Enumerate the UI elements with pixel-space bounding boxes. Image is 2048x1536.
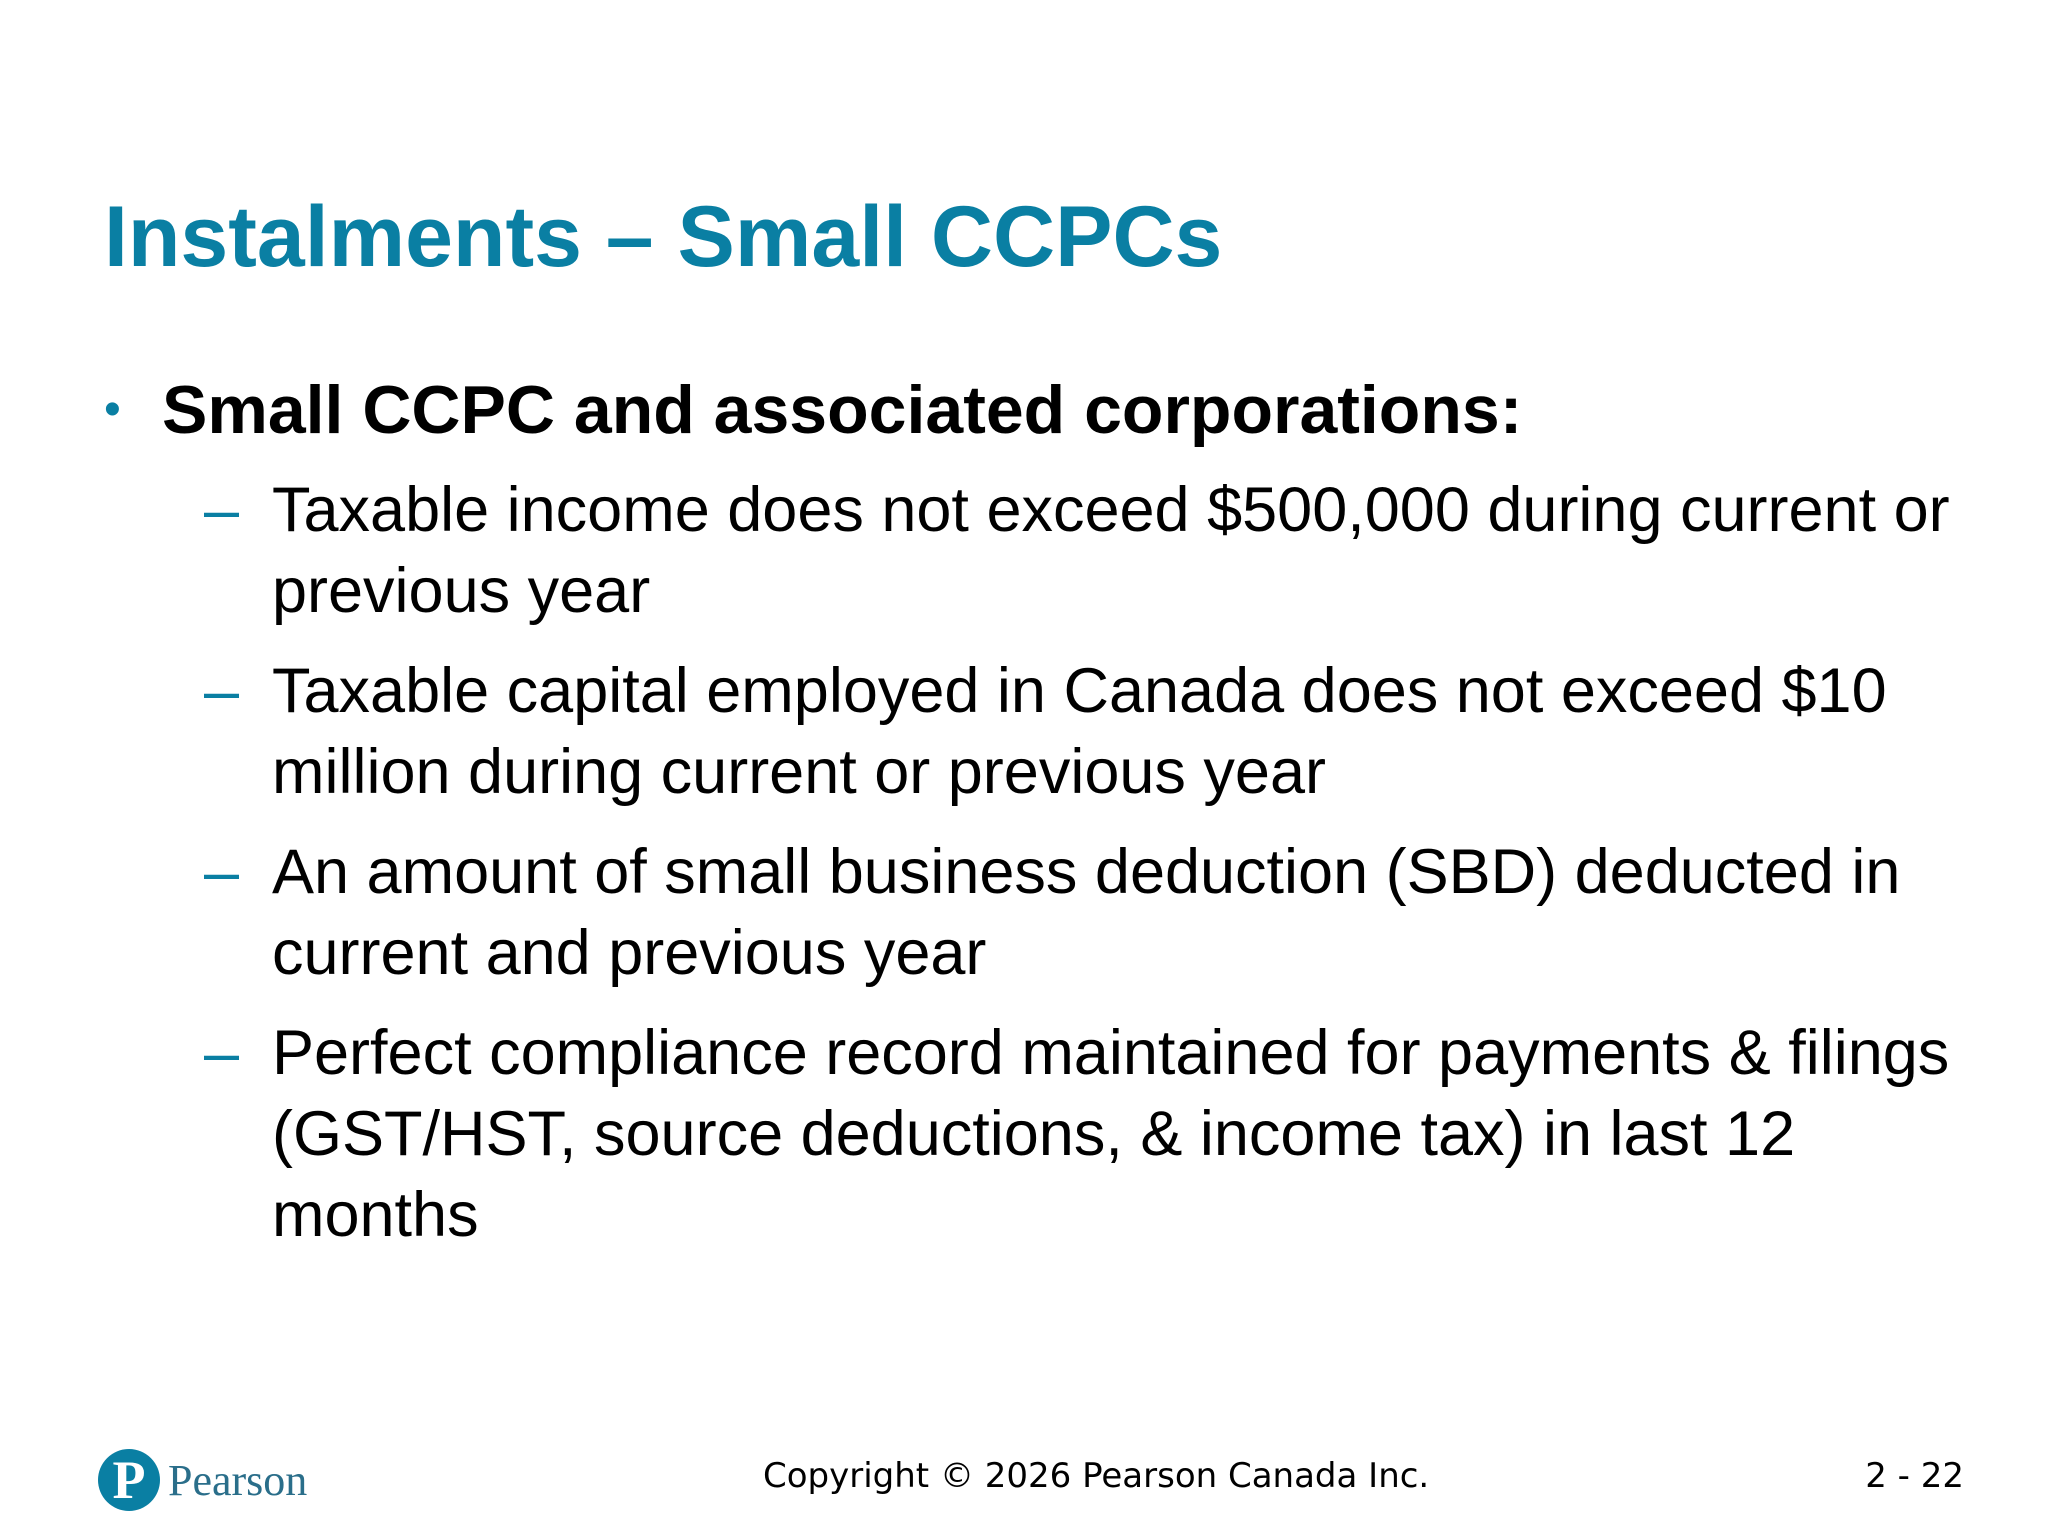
sub-bullet-item xyxy=(104,1013,1984,1256)
slide-content xyxy=(104,368,1984,1275)
dash-icon: – xyxy=(204,475,240,545)
sub-bullet-item xyxy=(104,651,1984,813)
dash-icon: – xyxy=(204,1018,240,1088)
sub-bullet-text: Taxable capital employed in Canada does not exceed $10 million during current or previous year xyxy=(272,656,1887,807)
bullet-text: Small CCPC and associated corporations: xyxy=(162,372,1523,448)
page-number: 2 - 22 xyxy=(1865,1456,1964,1496)
pearson-logo-icon: P xyxy=(98,1449,160,1511)
slide-title: Instalments – Small CCPCs xyxy=(104,189,1223,285)
bullet-dot-icon: • xyxy=(104,383,121,436)
sub-bullet-text: Taxable income does not exceed $500,000 during current or previous year xyxy=(272,475,1950,626)
sub-bullet-text: Perfect compliance record maintained for payments & filings (GST/HST, source deductions, & income tax) in last 12 months xyxy=(272,1018,1950,1250)
dash-icon: – xyxy=(204,837,240,907)
copyright-text: Copyright © 2026 Pearson Canada Inc. xyxy=(763,1456,1430,1496)
sub-bullet-text: An amount of small business deduction (SBD) deducted in current and previous year xyxy=(272,837,1901,988)
pearson-logo-text: Pearson xyxy=(168,1455,308,1505)
sub-bullet-list xyxy=(104,470,1984,1256)
pearson-logo xyxy=(98,1449,307,1511)
sub-bullet-item xyxy=(104,832,1984,994)
dash-icon: – xyxy=(204,656,240,726)
bullet-item xyxy=(104,368,1984,452)
sub-bullet-item xyxy=(104,470,1984,632)
